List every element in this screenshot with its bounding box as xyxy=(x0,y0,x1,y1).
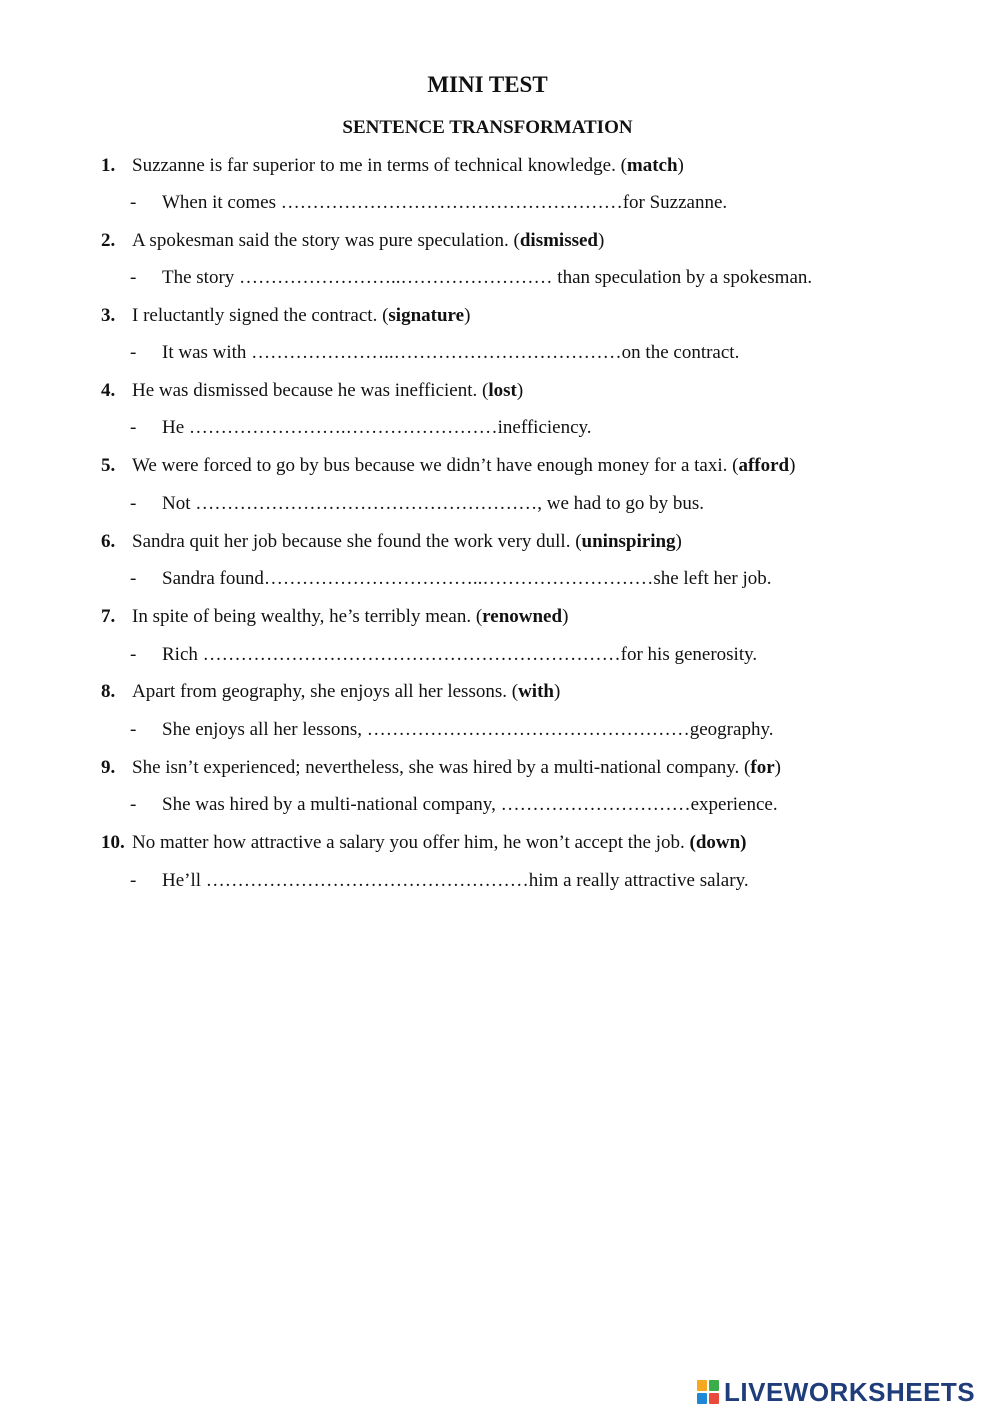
question-sentence: In spite of being wealthy, he’s terribly mean. (renowned) xyxy=(132,606,569,627)
answer-prompt[interactable]: She enjoys all her lessons, ……………………………………………geography. xyxy=(162,719,774,740)
answer-prompt[interactable]: The story ……………………..…………………… than speculation by a spokesman. xyxy=(162,267,813,288)
question-number: 2. xyxy=(101,230,116,251)
keyword: lost xyxy=(488,380,517,401)
answer-prompt[interactable]: Sandra found……………………………..………………………she left her job. xyxy=(162,568,772,589)
question-number: 8. xyxy=(101,681,116,702)
question-number: 6. xyxy=(101,531,116,552)
logo-tile-blue xyxy=(697,1393,707,1404)
logo-tile-green xyxy=(709,1380,719,1391)
question-sentence: We were forced to go by bus because we didn’t have enough money for a taxi. (afford) xyxy=(132,455,796,476)
question-number: 9. xyxy=(101,757,116,778)
logo-tile-orange xyxy=(697,1380,707,1391)
question-sentence: Apart from geography, she enjoys all her lessons. (with) xyxy=(132,681,561,702)
logo-tile-red xyxy=(709,1393,719,1404)
question-sentence: A spokesman said the story was pure speculation. (dismissed) xyxy=(132,230,605,251)
question-sentence: She isn’t experienced; nevertheless, she was hired by a multi-national company. (for) xyxy=(132,757,781,778)
question-sentence: Sandra quit her job because she found the work very dull. (uninspiring) xyxy=(132,531,682,552)
keyword: for xyxy=(750,757,775,778)
question-number: 1. xyxy=(101,155,116,176)
keyword: uninspiring xyxy=(581,531,676,552)
question-sentence: He was dismissed because he was inefficient. (lost) xyxy=(132,380,524,401)
liveworksheets-logo-icon xyxy=(697,1380,719,1404)
question-number: 10. xyxy=(101,832,125,853)
answer-prompt[interactable]: She was hired by a multi-national company, …………………………experience. xyxy=(162,794,778,815)
keyword: renowned xyxy=(482,606,563,627)
question-number: 7. xyxy=(101,606,116,627)
question-number: 4. xyxy=(101,380,116,401)
keyword: with xyxy=(518,681,554,702)
dash-bullet: - xyxy=(130,794,137,815)
question-sentence: No matter how attractive a salary you offer him, he won’t accept the job. (down) xyxy=(132,832,747,853)
keyword: (down) xyxy=(689,832,747,853)
dash-bullet: - xyxy=(130,342,137,363)
dash-bullet: - xyxy=(130,417,137,438)
dash-bullet: - xyxy=(130,192,137,213)
answer-prompt[interactable]: Rich …………………………………………………………for his generosity. xyxy=(162,644,758,665)
question-number: 5. xyxy=(101,455,116,476)
page-title: MINI TEST xyxy=(427,72,548,97)
liveworksheets-logo xyxy=(697,1377,975,1407)
dash-bullet: - xyxy=(130,568,137,589)
dash-bullet: - xyxy=(130,267,137,288)
page-subtitle: SENTENCE TRANSFORMATION xyxy=(342,117,633,138)
answer-prompt[interactable]: He …………………….……………………inefficiency. xyxy=(162,417,592,438)
question-number: 3. xyxy=(101,305,116,326)
dash-bullet: - xyxy=(130,719,137,740)
question-sentence: I reluctantly signed the contract. (signature) xyxy=(132,305,471,326)
keyword: dismissed xyxy=(519,230,598,251)
answer-prompt[interactable]: Not ………………………………………………, we had to go by bus. xyxy=(162,493,705,514)
dash-bullet: - xyxy=(130,644,137,665)
logo-text: LIVEWORKSHEETS xyxy=(724,1376,976,1407)
dash-bullet: - xyxy=(130,493,137,514)
answer-prompt[interactable]: It was with …………………..………………………………on the contract. xyxy=(162,342,740,363)
dash-bullet: - xyxy=(130,870,137,891)
keyword: match xyxy=(626,155,678,176)
question-sentence: Suzzanne is far superior to me in terms of technical knowledge. (match) xyxy=(132,155,684,176)
answer-prompt[interactable]: He’ll ……………………………………………him a really attractive salary. xyxy=(162,870,749,891)
keyword: afford xyxy=(738,455,790,476)
keyword: signature xyxy=(388,305,465,326)
answer-prompt[interactable]: When it comes ………………………………………………for Suzzanne. xyxy=(162,192,728,213)
